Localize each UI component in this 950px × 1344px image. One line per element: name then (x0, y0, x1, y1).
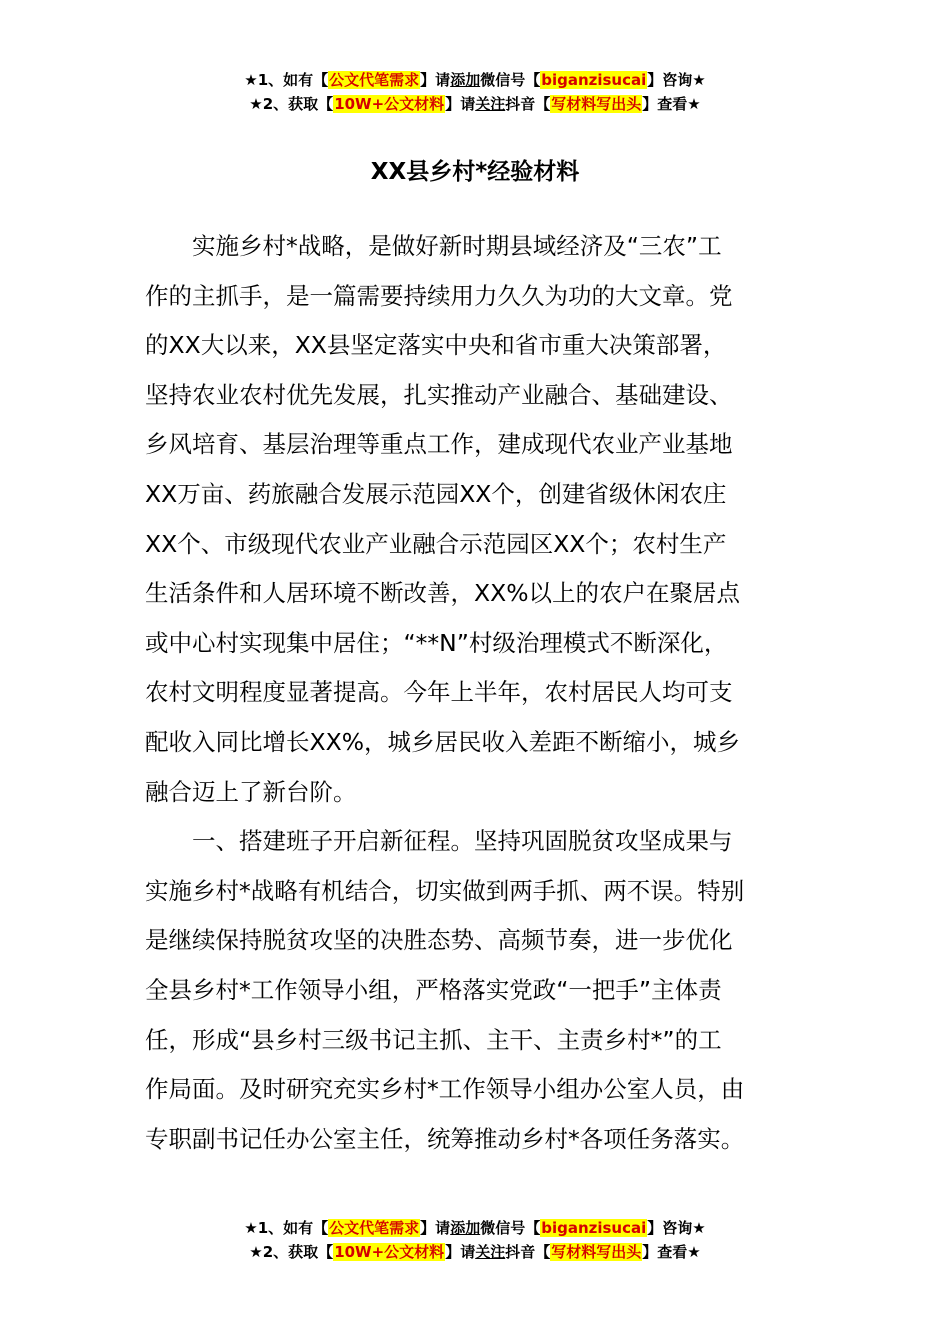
promo-line-1: ★1、如有【公文代笔需求】请添加微信号【biganzisucai】咨询★ (244, 71, 706, 89)
highlight-wechat-id[interactable]: biganzisucai (541, 1219, 647, 1237)
text-line: 配收入同比增长XX%，城乡居民收入差距不断缩小，城乡 (145, 727, 741, 756)
text-line: 农村文明程度显著提高。今年上半年，农村居民人均可支 (145, 678, 733, 707)
text-line: XX个、市级现代农业产业融合示范园区XX个；农村生产 (145, 529, 727, 558)
text-line: 是继续保持脱贫攻坚的决胜态势、高频节奏，进一步优化 (145, 926, 733, 955)
highlight-douyin[interactable]: 写材料写出头 (551, 95, 642, 113)
promo-line-2: ★2、获取【10W+公文材料】请关注抖音【写材料写出头】查看★ (249, 95, 701, 113)
promo-line-2: ★2、获取【10W+公文材料】请关注抖音【写材料写出头】查看★ (249, 1243, 701, 1261)
highlight-materials: 10W+公文材料 (334, 95, 445, 113)
text-line: 作的主抓手，是一篇需要持续用力久久为功的大文章。党 (145, 281, 733, 310)
text-line: 实施乡村*战略有机结合，切实做到两手抓、两不误。特别 (145, 876, 745, 905)
paragraph-section-1 (145, 817, 805, 1164)
promo-line-1: ★1、如有【公文代笔需求】请添加微信号【biganzisucai】咨询★ (244, 1219, 706, 1237)
text-line: 全县乡村*工作领导小组，严格落实党政“一把手”主体责 (145, 975, 722, 1004)
document-body (145, 222, 805, 1164)
paragraph-intro (145, 222, 805, 817)
text-line: 或中心村实现集中居住；“**N”村级治理模式不断深化， (145, 628, 728, 657)
document-title: XX县乡村*经验材料 (370, 159, 580, 185)
promo-banner-bottom (0, 1216, 950, 1264)
text-line: 坚持农业农村优先发展，扎实推动产业融合、基础建设、 (145, 380, 733, 409)
text-line: 任，形成“县乡村三级书记主抓、主干、主责乡村*”的工 (145, 1025, 722, 1054)
highlight-service: 公文代笔需求 (329, 71, 420, 89)
promo-banner-top (0, 68, 950, 116)
text-line: 实施乡村*战略，是做好新时期县域经济及“三农”工 (145, 232, 722, 260)
highlight-service: 公文代笔需求 (329, 1219, 420, 1237)
highlight-wechat-id[interactable]: biganzisucai (541, 71, 647, 89)
text-line: 生活条件和人居环境不断改善，XX%以上的农户在聚居点 (145, 579, 741, 608)
text-line: 融合迈上了新台阶。 (145, 777, 357, 806)
text-line: 一、搭建班子开启新征程。坚持巩固脱贫攻坚成果与 (145, 827, 733, 856)
text-line: 专职副书记任办公室主任，统筹推动乡村*各项任务落实。 (145, 1124, 745, 1153)
text-line: 的XX大以来，XX县坚定落实中央和省市重大决策部署， (145, 331, 727, 360)
text-line: XX万亩、药旅融合发展示范园XX个，创建省级休闲农庄 (145, 479, 727, 508)
highlight-douyin[interactable]: 写材料写出头 (551, 1243, 642, 1261)
highlight-materials: 10W+公文材料 (334, 1243, 445, 1261)
text-line: 作局面。及时研究充实乡村*工作领导小组办公室人员，由 (145, 1075, 745, 1104)
text-line: 乡风培育、基层治理等重点工作，建成现代农业产业基地 (145, 430, 733, 459)
